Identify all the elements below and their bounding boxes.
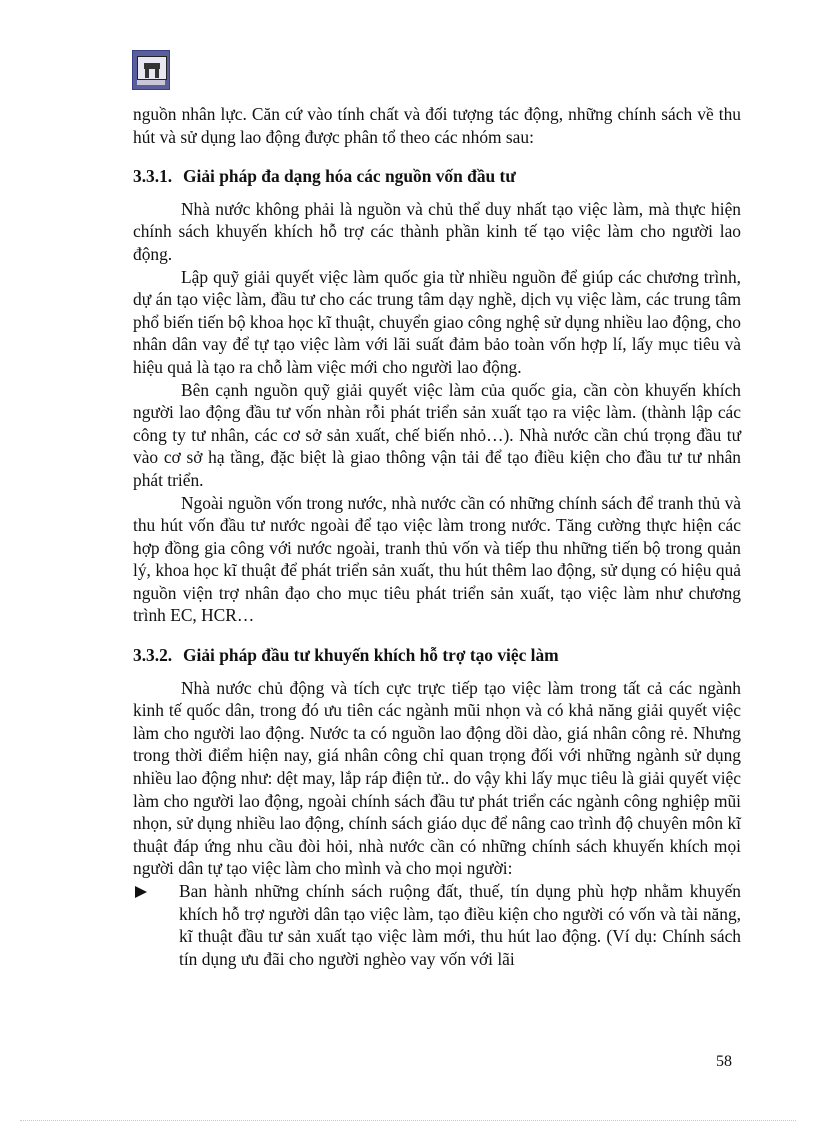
section-number: 3.3.1. bbox=[133, 166, 173, 187]
section-title: Giải pháp đầu tư khuyến khích hỗ trợ tạo việc làm bbox=[183, 645, 559, 666]
bullet-list bbox=[133, 880, 741, 970]
section-title: Giải pháp đa dạng hóa các nguồn vốn đầu tư bbox=[183, 166, 516, 187]
body-paragraph: Nhà nước không phải là nguồn và chủ thể duy nhất tạo việc làm, mà thực hiện chính sách khuyến khích hỗ trợ các thành phần kinh tế tạo việc làm cho người lao động. bbox=[133, 198, 741, 264]
arrow-bullet-icon bbox=[135, 886, 147, 898]
list-item-text: Ban hành những chính sách ruộng đất, thuế, tín dụng phù hợp nhằm khuyến khích hỗ trợ người dân tạo việc làm, tạo điều kiện cho người có vốn và tài năng, kĩ thuật đầu tư sản xuất tạo việc làm mới, thu hút lao động. (Ví dụ: Chính sách tín dụng ưu đãi cho người nghèo vay vốn với lãi bbox=[179, 881, 741, 969]
section-number: 3.3.2. bbox=[133, 645, 173, 666]
body-paragraph: Lập quỹ giải quyết việc làm quốc gia từ nhiều nguồn để giúp các chương trình, dự án tạo việc làm, đầu tư cho các trung tâm dạy nghề, dịch vụ việc làm, các trung tâm phổ biến tiến bộ khoa học kĩ thuật, chuyển giao công nghệ sử dụng nhiều lao động, cho nhân dân vay để tự tạo việc làm với lãi suất đảm bảo toàn vốn hợp lí, lấy mục tiêu và hiệu quả là tạo ra chỗ làm việc mới cho người lao động. bbox=[133, 266, 741, 377]
body-paragraph: Nhà nước chủ động và tích cực trực tiếp tạo việc làm trong tất cả các ngành kinh tế quốc dân, trong đó ưu tiên các ngành mũi nhọn và có khả năng giải quyết việc làm cho người lao động. Nước ta có nguồn lao động dồi dào, giá nhân công rẻ. Nhưng trong thời điểm hiện nay, giá nhân công chỉ quan trọng đối với những ngành sử dụng nhiều lao động như: dệt may, lắp ráp điện tử.. do vậy khi lấy mục tiêu là giải quyết việc làm cho người lao động, ngoài chính sách đầu tư phát triển các ngành công nghiệp mũi nhọn, sử dụng nhiều lao động, chính sách giáo dục để nâng cao trình độ chuyên môn kĩ thuật đáp ứng nhu cầu đòi hỏi, nhà nước cần có những chính sách khuyến khích mọi người dân tự tạo việc làm cho mình và cho mọi người: bbox=[133, 677, 741, 879]
body-paragraph: Ngoài nguồn vốn trong nước, nhà nước cần có những chính sách để tranh thủ và thu hút vốn đầu tư nước ngoài để tạo việc làm trong nước. Tăng cường thực hiện các hợp đồng gia công với nước ngoài, tranh thủ vốn và tiếp thu những tiến bộ trong quản lý, khoa học kĩ thuật để phát triển sản xuất, thu hút thêm lao động, sử dụng có hiệu quả nguồn viện trợ nhân đạo cho mục tiêu phát triển sản xuất, tạo việc làm như chương trình EC, HCR… bbox=[133, 492, 741, 626]
intro-paragraph: nguồn nhân lực. Căn cứ vào tính chất và đối tượng tác động, những chính sách về thu hút và sử dụng lao động được phân tổ theo các nhóm sau: bbox=[133, 104, 741, 147]
page-bottom-divider bbox=[20, 1120, 796, 1121]
body-paragraph: Bên cạnh nguồn quỹ giải quyết việc làm của quốc gia, cần còn khuyến khích người lao động đầu tư vốn nhàn rỗi phát triển sản xuất tạo ra việc làm. (thành lập các công ty tư nhân, các cơ sở sản xuất, chế biến nhỏ…). Nhà nước cần chú trọng đầu tư vào cơ sở hạ tầng, đặc biệt là giao thông vận tải để tạo điều kiện cho đầu tư tư nhân phát triển. bbox=[133, 379, 741, 490]
list-item bbox=[133, 880, 741, 970]
document-logo-icon bbox=[132, 50, 170, 90]
section-heading-3-3-2 bbox=[133, 644, 741, 667]
page-content bbox=[133, 103, 741, 970]
section-heading-3-3-1 bbox=[133, 165, 741, 188]
page-number: 58 bbox=[716, 1053, 732, 1070]
